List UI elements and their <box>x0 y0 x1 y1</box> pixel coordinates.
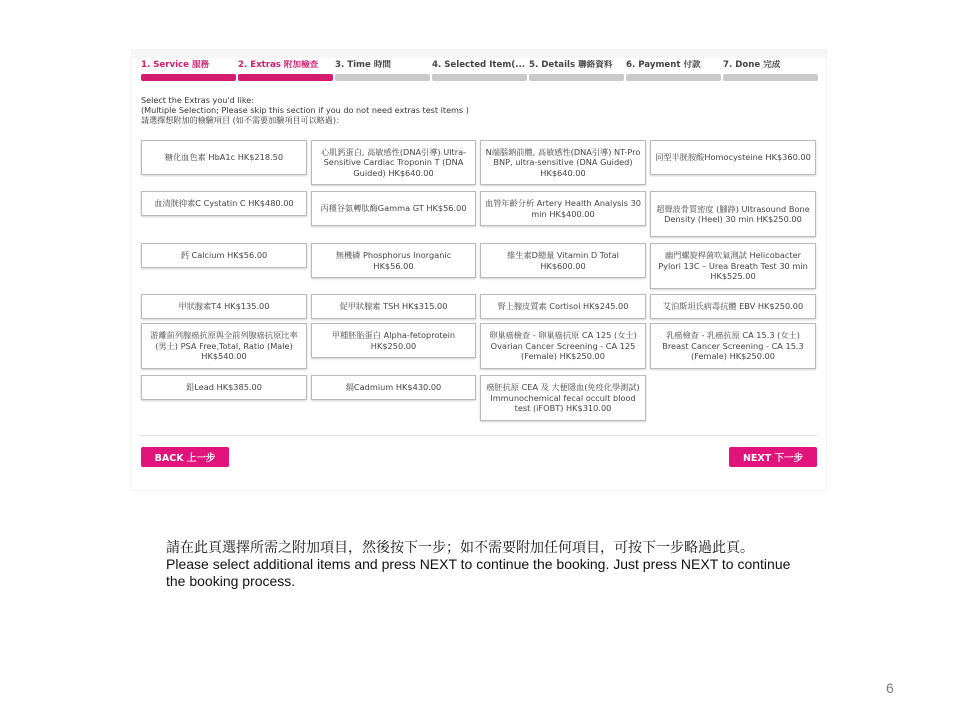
step-bar <box>723 74 818 81</box>
extra-item-cystatin-c[interactable]: 血清胱抑素C Cystatin C HK$480.00 <box>141 191 307 216</box>
step-done[interactable] <box>723 60 818 82</box>
extra-item-bone-density[interactable]: 超聲波骨質密度 (腳踭) Ultrasound Bone Density (Heel) 30 min HK$250.00 <box>650 191 816 237</box>
step-bar <box>335 74 430 81</box>
booking-panel <box>132 50 826 490</box>
extra-item-calcium[interactable]: 鈣 Calcium HK$56.00 <box>141 243 307 268</box>
extra-item-hba1c[interactable]: 糖化血色素 HbA1c HK$218.50 <box>141 140 307 175</box>
extra-item-t4[interactable]: 甲狀腺素T4 HK$135.00 <box>141 294 307 319</box>
slide-caption <box>166 539 806 590</box>
step-label: 2. Extras 附加檢查 <box>238 60 319 70</box>
back-button[interactable]: BACK 上一步 <box>141 447 229 467</box>
extra-item-afp[interactable]: 甲種胚胎蛋白 Alpha-fetoprotein HK$250.00 <box>311 323 476 358</box>
step-payment[interactable] <box>626 60 721 82</box>
step-bar <box>238 74 333 81</box>
extra-item-ca153[interactable]: 乳癌檢查 - 乳癌抗原 CA 15.3 (女士) Breast Cancer Screening - CA 15.3 (Female) HK$250.00 <box>650 323 816 369</box>
panel-top-strip <box>132 50 826 58</box>
extra-item-psa[interactable]: 游離前列腺癌抗原與全前列腺癌抗原比率 (男士) PSA Free,Total, Ratio (Male) HK$540.00 <box>141 323 307 369</box>
step-label: 7. Done 完成 <box>723 60 781 70</box>
step-details[interactable] <box>529 60 624 82</box>
step-bar <box>432 74 527 81</box>
extra-item-helicobacter[interactable]: 幽門螺旋桿菌吹氣測試 Helicobacter Pylori 13C – Urea Breath Test 30 min HK$525.00 <box>650 243 816 289</box>
step-label: 5. Details 聯絡資料 <box>529 60 613 70</box>
extra-item-cea-ifobt[interactable]: 癌胚抗原 CEA 及 大便隱血(免疫化學測試) Immunochemical fecal occult blood test (iFOBT) HK$310.00 <box>480 375 646 421</box>
intro-line: Select the Extras you'd like: <box>141 95 254 105</box>
caption-chinese: 請在此頁選擇所需之附加項目，然後按下一步；如不需要附加任何項目，可按下一步略過此頁。 <box>166 539 754 555</box>
divider <box>141 435 817 436</box>
step-bar <box>626 74 721 81</box>
step-label: 6. Payment 付款 <box>626 60 701 70</box>
step-label: 3. Time 時間 <box>335 60 392 70</box>
extra-item-vitamin-d[interactable]: 維生素D總量 Vitamin D Total HK$600.00 <box>480 243 646 278</box>
step-label: 1. Service 服務 <box>141 60 210 70</box>
extra-item-troponin[interactable]: 心肌鈣蛋白, 高敏感性(DNA引導) Ultra-Sensitive Cardiac Troponin T (DNA Guided) HK$640.00 <box>311 140 476 185</box>
extra-item-cortisol[interactable]: 腎上腺皮質素 Cortisol HK$245.00 <box>480 294 646 319</box>
step-progress <box>141 60 817 82</box>
page-number: 6 <box>886 680 894 696</box>
step-selected-item[interactable] <box>432 60 527 82</box>
step-label: 4. Selected Item(... <box>432 60 526 70</box>
extra-item-ca125[interactable]: 卵巢癌檢查 - 卵巢癌抗原 CA 125 (女士) Ovarian Cancer Screening - CA 125 (Female) HK$250.00 <box>480 323 646 369</box>
caption-english: Please select additional items and press NEXT to continue the booking. Just press NEXT to continue the booking process. <box>166 556 791 589</box>
extra-item-phosphorus[interactable]: 無機磷 Phosphorus Inorganic HK$56.00 <box>311 243 476 278</box>
next-button[interactable]: NEXT 下一步 <box>729 447 817 467</box>
extra-item-homocysteine[interactable]: 同型半胱胺酸Homocysteine HK$360.00 <box>650 140 816 175</box>
extra-item-lead[interactable]: 鉛Lead HK$385.00 <box>141 375 307 400</box>
step-service[interactable] <box>141 60 236 82</box>
step-extras[interactable] <box>238 60 333 82</box>
extra-item-cadmium[interactable]: 鎘Cadmium HK$430.00 <box>311 375 476 400</box>
extras-instructions <box>141 95 801 125</box>
step-time[interactable] <box>335 60 430 82</box>
intro-line: 請選擇想附加的檢驗項目 (如不需要加驗項目可以略過)： <box>141 115 345 125</box>
extra-item-ebv[interactable]: 艾泊斯坦氏病毒抗體 EBV HK$250.00 <box>650 294 816 319</box>
extra-item-nt-pro-bnp[interactable]: N端腦鈉前體, 高敏感性(DNA引導) NT-Pro BNP, ultra-sensitive (DNA Guided) HK$640.00 <box>480 140 646 185</box>
step-bar <box>529 74 624 81</box>
extra-item-gamma-gt[interactable]: 丙種谷氨轉肽酶Gamma GT HK$56.00 <box>311 191 476 226</box>
step-bar <box>141 74 236 81</box>
intro-line: (Multiple Selection; Please skip this section if you do not need extras test items ) <box>141 105 469 115</box>
extra-item-artery-health[interactable]: 血管年齡分析 Artery Health Analysis 30 min HK$400.00 <box>480 191 646 226</box>
extra-item-tsh[interactable]: 促甲狀腺素 TSH HK$315.00 <box>311 294 476 319</box>
